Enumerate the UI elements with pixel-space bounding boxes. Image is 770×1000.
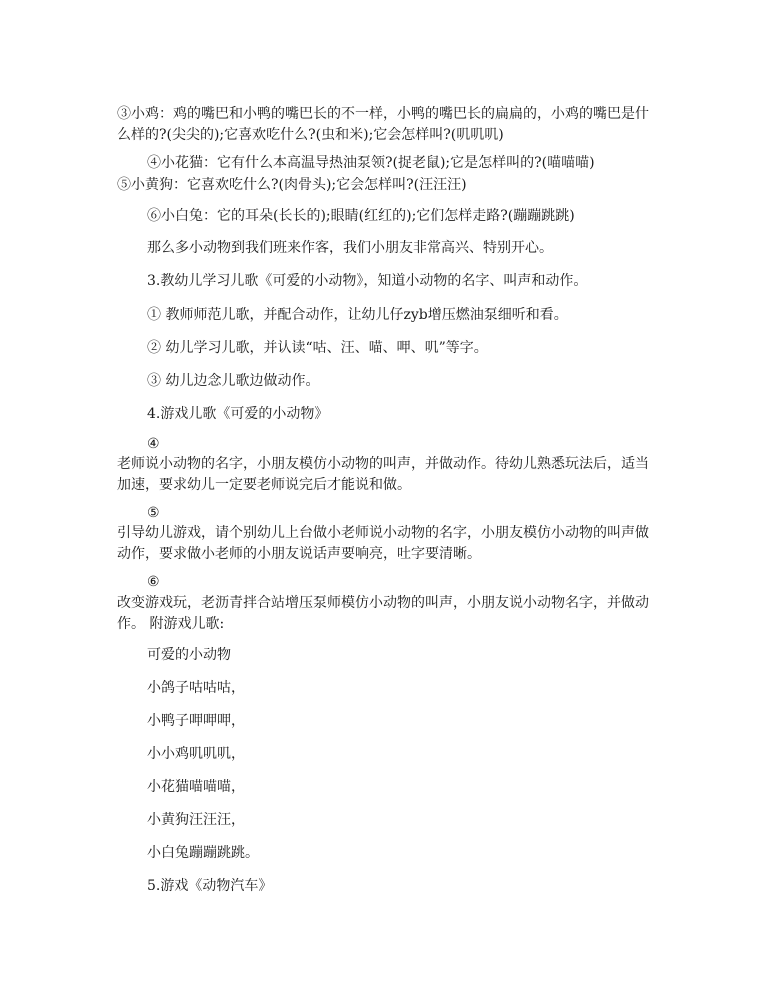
- paragraph-chick: ③小鸡：鸡的嘴巴和小鸭的嘴巴长的不一样，小鸭的嘴巴长的扁扁的，小鸡的嘴巴是什么样的?(尖尖的);它喜欢吃什么?(虫和米);它会怎样叫?(叽叽叽): [117, 106, 649, 143]
- marker-4: ④: [147, 436, 160, 452]
- step-3: ③ 幼儿边念儿歌边做动作。: [147, 373, 320, 389]
- step-2: ② 幼儿学习儿歌，并认读“咕、汪、喵、呷、叽”等字。: [147, 340, 488, 356]
- paragraph-dog: ⑤小黄狗：它喜欢吃什么?(肉骨头);它会怎样叫?(汪汪汪): [117, 177, 467, 193]
- marker-5: ⑤: [147, 505, 160, 521]
- song-line: 小花猫喵喵喵，: [147, 779, 245, 795]
- song-line: 小小鸡叽叽叽，: [147, 746, 245, 762]
- section-heading-3: 3.教幼儿学习儿歌《可爱的小动物》，知道小动物的名字、叫声和动作。: [147, 273, 588, 289]
- song-line: 小鸽子咕咕咕，: [147, 680, 245, 696]
- paragraph-little-teacher: 引导幼儿游戏，请个别幼儿上台做小老师说小动物的名字，小朋友模仿小动物的叫声做动作，要求做小老师的小朋友说话声要响亮，吐字要清晰。: [117, 525, 649, 562]
- paragraph-change-game: 改变游戏玩，老沥青拌合站增压泵师模仿小动物的叫声，小朋友说小动物名字，并做动作。 附游戏儿歌:: [117, 595, 649, 632]
- song-line: 小白兔蹦蹦跳跳。: [147, 845, 259, 861]
- paragraph-rabbit: ⑥小白兔：它的耳朵(长长的);眼睛(红红的);它们怎样走路?(蹦蹦跳跳): [147, 208, 575, 224]
- section-heading-4: 4.游戏儿歌《可爱的小动物》: [147, 406, 329, 422]
- paragraph-guests: 那么多小动物到我们班来作客，我们小朋友非常高兴、特别开心。: [147, 240, 553, 256]
- song-line: 小鸭子呷呷呷，: [147, 713, 245, 729]
- marker-6: ⑥: [147, 574, 160, 590]
- section-heading-5: 5.游戏《动物汽车》: [147, 878, 273, 894]
- paragraph-cat: ④小花猫：它有什么本高温导热油泵领?(捉老鼠);它是怎样叫的?(喵喵喵): [147, 155, 595, 171]
- song-line: 小黄狗汪汪汪，: [147, 812, 245, 828]
- paragraph-game-rule: 老师说小动物的名字，小朋友模仿小动物的叫声，并做动作。待幼儿熟悉玩法后，适当加速，要求幼儿一定要老师说完后才能说和做。: [117, 456, 649, 493]
- step-1: ① 教师师范儿歌，并配合动作，让幼儿仔zyb增压燃油泵细听和看。: [147, 307, 568, 323]
- song-title: 可爱的小动物: [147, 647, 231, 663]
